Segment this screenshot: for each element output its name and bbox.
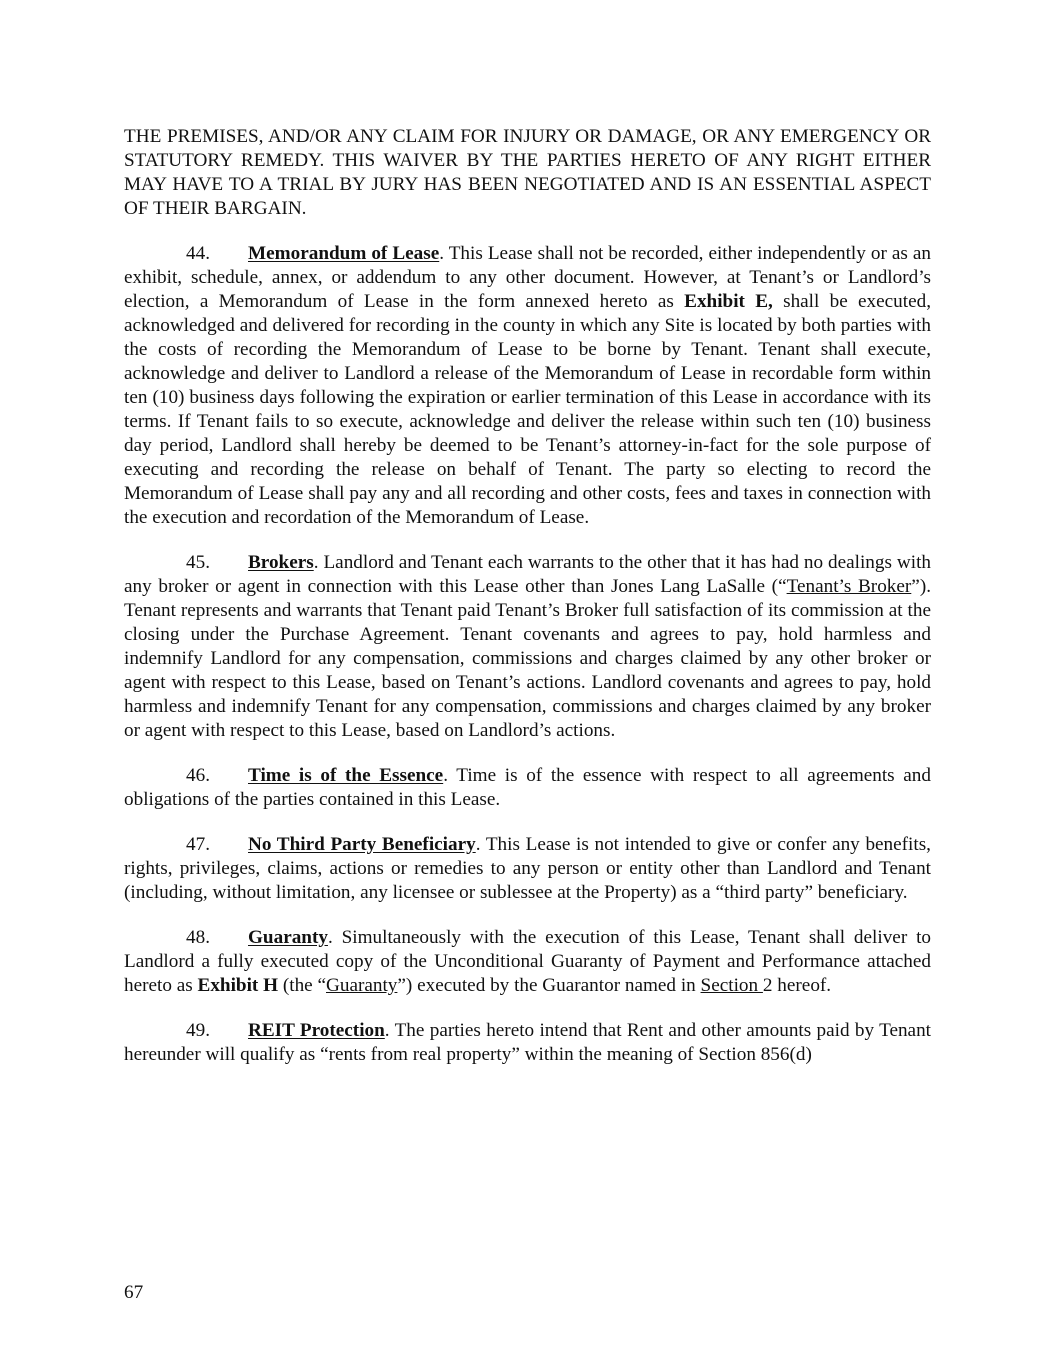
section-heading: No Third Party Beneficiary [248,834,476,855]
section-number: 46. [186,765,210,786]
exhibit-reference: Exhibit H [197,975,279,996]
section-heading: Time is of the Essence [248,765,444,786]
section-text: . Time is of the essence with respect to all agreements and obligations of the parties contained in this Lease. [124,765,931,810]
section-text: shall be executed, acknowledged and delivered for recording in the county in which any Site is located by both parties with the costs of recording the Memorandum of Lease to be borne by Tenant. Tenant shall execute, acknowledge and deliver to Landlord a release of the Memorandum of Lease in recordable form within ten (10) business days following the expiration or earlier termination of this Lease in accordance with its terms. If Tenant fails to so execute, acknowledge and deliver the release within such ten (10) business day period, Landlord shall hereby be deemed to be Tenant’s attorney-in-fact for the sole purpose of executing and recording the release on behalf of Tenant. The party so electing to record the Memorandum of Lease shall pay any and all recording and other costs, fees and taxes in connection with the execution and recordation of the Memorandum of Lease. [124,291,931,528]
defined-term: Guaranty [326,975,398,996]
section-heading: Guaranty [248,927,328,948]
section-49-reit-protection [124,1019,931,1067]
page-number: 67 [124,1282,144,1303]
defined-term: Tenant’s Broker [786,576,912,597]
section-text: (the “ [278,975,326,996]
section-heading: Brokers [248,552,314,573]
section-text: 2 hereof. [762,975,832,996]
section-text: . Simultaneously with the execution of this Lease, Tenant shall deliver to Landlord a fully executed copy of the Unconditional Guaranty of Payment and Performance attached hereto as [124,927,931,996]
section-45-brokers [124,551,931,743]
section-text: . Landlord and Tenant each warrants to the other that it has had no dealings with any broker or agent in connection with this Lease other than Jones Lang LaSalle (“ [124,552,931,597]
section-text: . This Lease is not intended to give or confer any benefits, rights, privileges, claims, actions or remedies to any person or entity other than Landlord and Tenant (including, without limitation, any licensee or sublessee at the Property) as a “third party” beneficiary. [124,834,931,903]
section-text: ”) executed by the Guarantor named in [397,975,701,996]
exhibit-reference: Exhibit E, [684,291,773,312]
section-44-memorandum-of-lease [124,242,931,530]
section-text: ”). Tenant represents and warrants that Tenant paid Tenant’s Broker full satisfaction of its commission at the closing under the Purchase Agreement. Tenant covenants and agrees to pay, hold harmless and indemnify Landlord for any compensation, commissions and charges claimed by any other broker or agent with respect to this Lease, based on Tenant’s actions. Landlord covenants and agrees to pay, hold harmless and indemnify Tenant for any compensation, commissions and charges claimed by any broker or agent with respect to this Lease, based on Landlord’s actions. [124,576,931,741]
section-47-no-third-party-beneficiary [124,833,931,905]
section-number: 47. [186,834,210,855]
section-heading: Memorandum of Lease [248,243,440,264]
continuation-paragraph: THE PREMISES, AND/OR ANY CLAIM FOR INJURY OR DAMAGE, OR ANY EMERGENCY OR STATUTORY REMEDY. THIS WAIVER BY THE PARTIES HERETO OF ANY RIGHT EITHER MAY HAVE TO A TRIAL BY JURY HAS BEEN NEGOTIATED AND IS AN ESSENTIAL ASPECT OF THEIR BARGAIN. [124,126,931,219]
section-heading: REIT Protection [248,1020,385,1041]
section-text: . This Lease shall not be recorded, either independently or as an exhibit, schedule, annex, or addendum to any other document. However, at Tenant’s or Landlord’s election, a Memorandum of Lease in the form annexed hereto as [124,243,931,312]
section-number: 49. [186,1020,210,1041]
section-46-time-is-of-the-essence [124,764,931,812]
section-number: 45. [186,552,210,573]
section-number: 48. [186,927,210,948]
section-text: . The parties hereto intend that Rent and other amounts paid by Tenant hereunder will qualify as “rents from real property” within the meaning of Section 856(d) [124,1020,931,1065]
section-48-guaranty [124,926,931,998]
document-page [124,125,931,1088]
section-number: 44. [186,243,210,264]
section-reference: Section [700,975,763,996]
